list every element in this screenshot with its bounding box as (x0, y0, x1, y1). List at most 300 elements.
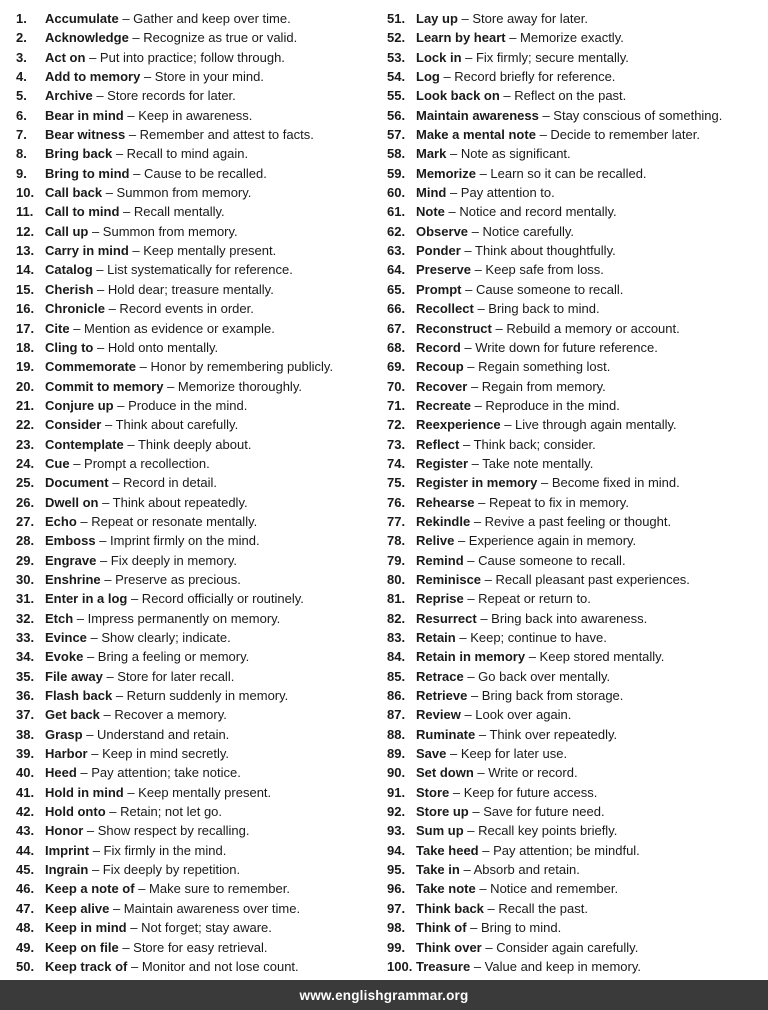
item-term: Act on (45, 49, 86, 65)
item-term: Keep in mind (45, 920, 127, 936)
item-text (45, 763, 387, 782)
item-number: 24. (16, 455, 35, 471)
item-definition: – Learn so it can be recalled. (479, 165, 647, 181)
item-term: Keep track of (45, 958, 128, 974)
list-item (16, 802, 387, 821)
item-text (416, 48, 764, 67)
item-text (45, 821, 387, 840)
item-definition: – Bring a feeling or memory. (86, 649, 250, 665)
item-text (416, 551, 764, 570)
item-term: Contemplate (45, 436, 124, 452)
item-text (45, 609, 387, 628)
list-item (16, 899, 387, 918)
item-number: 39. (16, 746, 35, 762)
item-number: 34. (16, 649, 35, 665)
list-item (387, 435, 764, 454)
item-definition: – Fix deeply in memory. (99, 552, 237, 568)
item-term: Rekindle (416, 513, 471, 529)
item-term: Carry in mind (45, 243, 129, 259)
list-item (387, 705, 764, 724)
item-term: Lock in (416, 49, 462, 65)
item-text (45, 899, 387, 918)
item-definition: – Pay attention; be mindful. (482, 842, 640, 858)
item-term: Bring to mind (45, 165, 130, 181)
item-text (416, 957, 764, 976)
item-number: 66. (387, 301, 406, 317)
list-item (16, 338, 387, 357)
item-number: 43. (16, 823, 35, 839)
list-item (16, 48, 387, 67)
item-number: 98. (387, 920, 406, 936)
item-definition: – Cause someone to recall. (467, 552, 626, 568)
item-number: 58. (387, 146, 406, 162)
item-text (416, 512, 764, 531)
list-item (387, 821, 764, 840)
item-term: Accumulate (45, 11, 119, 26)
list-item (16, 551, 387, 570)
item-text (45, 67, 387, 86)
item-number: 57. (387, 127, 406, 143)
list-item (387, 260, 764, 279)
list-item (387, 9, 764, 28)
item-number: 6. (16, 107, 27, 123)
item-definition: – Pay attention; take notice. (80, 765, 241, 781)
item-text (416, 396, 764, 415)
item-definition: – Memorize exactly. (509, 30, 624, 46)
item-text (416, 473, 764, 492)
item-text (416, 280, 764, 299)
item-number: 10. (16, 185, 35, 201)
item-number: 46. (16, 881, 35, 897)
item-number: 19. (16, 359, 35, 375)
item-number: 23. (16, 436, 35, 452)
item-definition: – Keep; continue to have. (459, 630, 607, 645)
list-item (387, 396, 764, 415)
list-item (16, 744, 387, 763)
item-term: Treasure (416, 958, 471, 974)
item-text (45, 570, 387, 589)
item-text (45, 357, 387, 376)
list-item (16, 241, 387, 260)
item-number: 83. (387, 630, 406, 645)
item-number: 38. (16, 726, 35, 742)
item-number: 59. (387, 165, 406, 181)
item-number: 56. (387, 107, 406, 123)
item-term: Call up (45, 223, 89, 239)
item-definition: – Keep stored mentally. (528, 649, 665, 665)
item-text (416, 125, 764, 144)
item-text (45, 531, 387, 550)
item-definition: – Cause to be recalled. (133, 165, 267, 181)
list-item (387, 86, 764, 105)
item-text (416, 144, 764, 163)
item-definition: – Produce in the mind. (117, 397, 248, 413)
item-term: Recoup (416, 359, 464, 375)
item-term: Relive (416, 533, 455, 549)
item-term: Recover (416, 378, 468, 394)
item-text (45, 938, 387, 957)
item-term: Take note (416, 881, 476, 897)
list-item (16, 957, 387, 976)
item-term: Reconstruct (416, 320, 492, 336)
item-number: 99. (387, 939, 406, 955)
list-item (16, 783, 387, 802)
item-number: 93. (387, 823, 406, 839)
item-text (416, 802, 764, 821)
item-number: 28. (16, 533, 35, 549)
list-item (387, 879, 764, 898)
item-number: 35. (16, 668, 35, 684)
item-number: 84. (387, 649, 406, 665)
item-text (45, 183, 387, 202)
list-item (387, 493, 764, 512)
item-term: Call to mind (45, 204, 120, 220)
item-number: 81. (387, 591, 406, 607)
item-definition: – Preserve as precious. (104, 571, 241, 587)
item-term: Learn by heart (416, 30, 506, 46)
item-term: Harbor (45, 746, 88, 762)
item-definition: – Maintain awareness over time. (112, 900, 301, 916)
list-item (16, 415, 387, 434)
item-number: 71. (387, 397, 406, 413)
item-text (416, 899, 764, 918)
item-definition: – Reflect on the past. (503, 88, 627, 104)
item-text (45, 667, 387, 686)
item-term: Bear in mind (45, 107, 124, 123)
item-term: Sum up (416, 823, 464, 839)
item-number: 61. (387, 204, 406, 220)
item-definition: – Keep in mind secretly. (91, 746, 230, 762)
item-text (45, 647, 387, 666)
item-number: 85. (387, 668, 406, 684)
item-definition: – Mention as evidence or example. (73, 320, 275, 336)
item-text (416, 299, 764, 318)
item-term: Maintain awareness (416, 107, 539, 123)
item-number: 15. (16, 281, 35, 297)
item-number: 78. (387, 533, 406, 549)
item-term: Echo (45, 513, 77, 529)
item-number: 5. (16, 88, 27, 104)
item-number: 89. (387, 746, 406, 762)
list-item (16, 299, 387, 318)
item-number: 32. (16, 610, 35, 626)
item-text (416, 415, 764, 434)
item-definition: – Repeat or return to. (467, 591, 591, 607)
item-text (45, 48, 387, 67)
item-text (45, 241, 387, 260)
item-text (416, 338, 764, 357)
item-text (416, 570, 764, 589)
item-text (416, 202, 764, 221)
item-number: 12. (16, 223, 35, 239)
item-text (45, 744, 387, 763)
list-item (16, 531, 387, 550)
list-item (387, 357, 764, 376)
item-definition: – Store for easy retrieval. (122, 939, 268, 955)
item-term: Think of (416, 920, 467, 936)
item-term: Store up (416, 804, 469, 820)
item-definition: – Notice carefully. (471, 223, 575, 239)
item-number: 30. (16, 571, 35, 587)
item-definition: – Think about carefully. (104, 417, 239, 433)
item-term: Mind (416, 185, 447, 201)
item-term: Look back on (416, 88, 500, 104)
item-text (45, 957, 387, 976)
item-term: Store (416, 784, 450, 800)
item-number: 27. (16, 513, 35, 529)
list-item (16, 860, 387, 879)
item-text (45, 319, 387, 338)
item-term: Observe (416, 223, 469, 239)
item-number: 63. (387, 243, 406, 259)
item-number: 44. (16, 842, 35, 858)
item-term: Cling to (45, 339, 94, 355)
item-number: 40. (16, 765, 35, 781)
item-text (45, 396, 387, 415)
item-number: 87. (387, 707, 406, 723)
item-definition: – Hold onto mentally. (97, 339, 219, 355)
item-definition: – Value and keep in memory. (473, 958, 641, 974)
item-term: Get back (45, 707, 100, 723)
list-item (387, 570, 764, 589)
item-text (45, 86, 387, 105)
item-number: 17. (16, 320, 35, 336)
item-term: Flash back (45, 688, 113, 704)
item-term: Ruminate (416, 726, 476, 742)
item-definition: – Keep for future access. (452, 784, 598, 800)
item-definition: – Understand and retain. (86, 726, 230, 742)
list-item (387, 473, 764, 492)
item-text (416, 879, 764, 898)
item-text (45, 725, 387, 744)
item-term: Take in (416, 862, 460, 878)
item-text (45, 512, 387, 531)
item-term: Keep on file (45, 939, 119, 955)
item-text (416, 918, 764, 937)
item-definition: – Recall to mind again. (115, 146, 249, 162)
item-number: 48. (16, 920, 35, 936)
item-text (416, 9, 764, 28)
list-item (387, 957, 764, 976)
item-definition: – Absorb and retain. (463, 862, 580, 878)
item-text (45, 260, 387, 279)
list-item (387, 183, 764, 202)
item-number: 91. (387, 784, 406, 800)
list-item (16, 938, 387, 957)
item-text (45, 415, 387, 434)
item-definition: – Go back over mentally. (467, 668, 611, 684)
item-text (45, 338, 387, 357)
item-definition: – Keep safe from loss. (474, 262, 604, 278)
list-item (387, 28, 764, 47)
item-text (45, 802, 387, 821)
list-item (387, 202, 764, 221)
item-definition: – Pay attention to. (449, 185, 555, 201)
item-text (416, 241, 764, 260)
list-item (16, 763, 387, 782)
item-text (416, 609, 764, 628)
item-term: Emboss (45, 533, 96, 549)
item-number: 37. (16, 707, 35, 723)
item-definition: – Remember and attest to facts. (128, 127, 314, 143)
list-item (387, 338, 764, 357)
item-term: Recollect (416, 301, 474, 317)
item-number: 79. (387, 552, 406, 568)
list-item (16, 454, 387, 473)
item-text (416, 589, 764, 608)
item-number: 22. (16, 417, 35, 433)
item-text (416, 841, 764, 860)
item-term: Evince (45, 630, 87, 645)
list-item (387, 48, 764, 67)
item-text (45, 377, 387, 396)
item-term: Think over (416, 939, 482, 955)
item-term: Retrieve (416, 688, 468, 704)
list-item (16, 473, 387, 492)
item-number: 96. (387, 881, 406, 897)
item-definition: – Recall mentally. (123, 204, 225, 220)
list-item (387, 589, 764, 608)
item-text (416, 821, 764, 840)
footer-bar (0, 980, 768, 1010)
item-definition: – Bring back into awareness. (480, 610, 648, 626)
list-item (16, 183, 387, 202)
list-item (387, 454, 764, 473)
item-definition: – Record events in order. (108, 301, 254, 317)
item-number: 73. (387, 436, 406, 452)
item-term: Recreate (416, 397, 471, 413)
item-definition: – Gather and keep over time. (122, 11, 291, 26)
list-item (16, 821, 387, 840)
item-definition: – Show respect by recalling. (86, 823, 250, 839)
item-number: 1. (16, 11, 27, 26)
item-number: 45. (16, 862, 35, 878)
list-item (16, 9, 387, 28)
item-definition: – Rebuild a memory or account. (495, 320, 680, 336)
item-definition: – Summon from memory. (91, 223, 238, 239)
item-term: Bring back (45, 146, 113, 162)
list-item (387, 628, 764, 647)
list-item (387, 763, 764, 782)
item-definition: – Fix firmly in the mind. (92, 842, 227, 858)
item-text (416, 106, 764, 125)
item-text (45, 918, 387, 937)
item-text (416, 783, 764, 802)
list-item (16, 918, 387, 937)
item-definition: – Think back; consider. (462, 436, 596, 452)
item-number: 100. (387, 958, 413, 974)
item-term: Cherish (45, 281, 94, 297)
item-term: Archive (45, 88, 93, 104)
item-definition: – Honor by remembering publicly. (139, 359, 334, 375)
item-text (416, 744, 764, 763)
list-item (16, 28, 387, 47)
item-term: Enshrine (45, 571, 101, 587)
list-item (16, 609, 387, 628)
item-term: Chronicle (45, 301, 105, 317)
item-number: 25. (16, 475, 35, 491)
item-text (416, 67, 764, 86)
item-definition: – Store away for later. (461, 11, 588, 26)
item-definition: – List systematically for reference. (96, 262, 293, 278)
item-term: Consider (45, 417, 102, 433)
item-definition: – Imprint firmly on the mind. (99, 533, 260, 549)
list-item (387, 725, 764, 744)
item-text (416, 454, 764, 473)
item-number: 86. (387, 688, 406, 704)
item-definition: – Fix deeply by repetition. (91, 862, 241, 878)
item-term: Heed (45, 765, 77, 781)
item-term: Save (416, 746, 447, 762)
item-definition: – Record briefly for reference. (443, 69, 616, 85)
list-item (16, 705, 387, 724)
item-definition: – Become fixed in mind. (541, 475, 680, 491)
item-term: Cite (45, 320, 70, 336)
item-definition: – Store for later recall. (106, 668, 235, 684)
list-item (387, 106, 764, 125)
item-term: Make a mental note (416, 127, 536, 143)
item-term: Prompt (416, 281, 462, 297)
item-text (416, 260, 764, 279)
item-number: 26. (16, 494, 35, 510)
item-term: Lay up (416, 11, 458, 26)
item-text (45, 551, 387, 570)
item-text (45, 28, 387, 47)
item-number: 33. (16, 630, 35, 645)
list-item (387, 144, 764, 163)
item-term: Retain (416, 630, 456, 645)
item-text (45, 9, 387, 28)
item-definition: – Fix firmly; secure mentally. (465, 49, 629, 65)
item-definition: – Prompt a recollection. (73, 455, 210, 471)
item-term: Hold in mind (45, 784, 124, 800)
item-number: 65. (387, 281, 406, 297)
item-number: 75. (387, 475, 406, 491)
item-definition: – Save for future need. (472, 804, 605, 820)
item-text (45, 628, 387, 647)
item-definition: – Show clearly; indicate. (90, 630, 231, 645)
item-text (416, 183, 764, 202)
list-item (387, 531, 764, 550)
item-term: Cue (45, 455, 70, 471)
item-term: Keep alive (45, 900, 110, 916)
item-term: Etch (45, 610, 74, 626)
list-item (16, 841, 387, 860)
item-number: 13. (16, 243, 35, 259)
item-term: Bear witness (45, 127, 126, 143)
item-number: 72. (387, 417, 406, 433)
item-text (45, 280, 387, 299)
list-item (16, 280, 387, 299)
item-definition: – Think about repeatedly. (102, 494, 248, 510)
item-term: Retain in memory (416, 649, 526, 665)
item-number: 3. (16, 49, 27, 65)
item-definition: – Write down for future reference. (464, 339, 658, 355)
item-term: Document (45, 475, 109, 491)
item-number: 16. (16, 301, 35, 317)
item-number: 76. (387, 494, 406, 510)
item-number: 80. (387, 571, 406, 587)
item-definition: – Repeat to fix in memory. (478, 494, 629, 510)
item-text (416, 435, 764, 454)
list-item (16, 686, 387, 705)
list-item (387, 280, 764, 299)
item-number: 92. (387, 804, 406, 820)
list-item (387, 241, 764, 260)
item-text (416, 357, 764, 376)
item-term: Record (416, 339, 461, 355)
item-number: 47. (16, 900, 35, 916)
